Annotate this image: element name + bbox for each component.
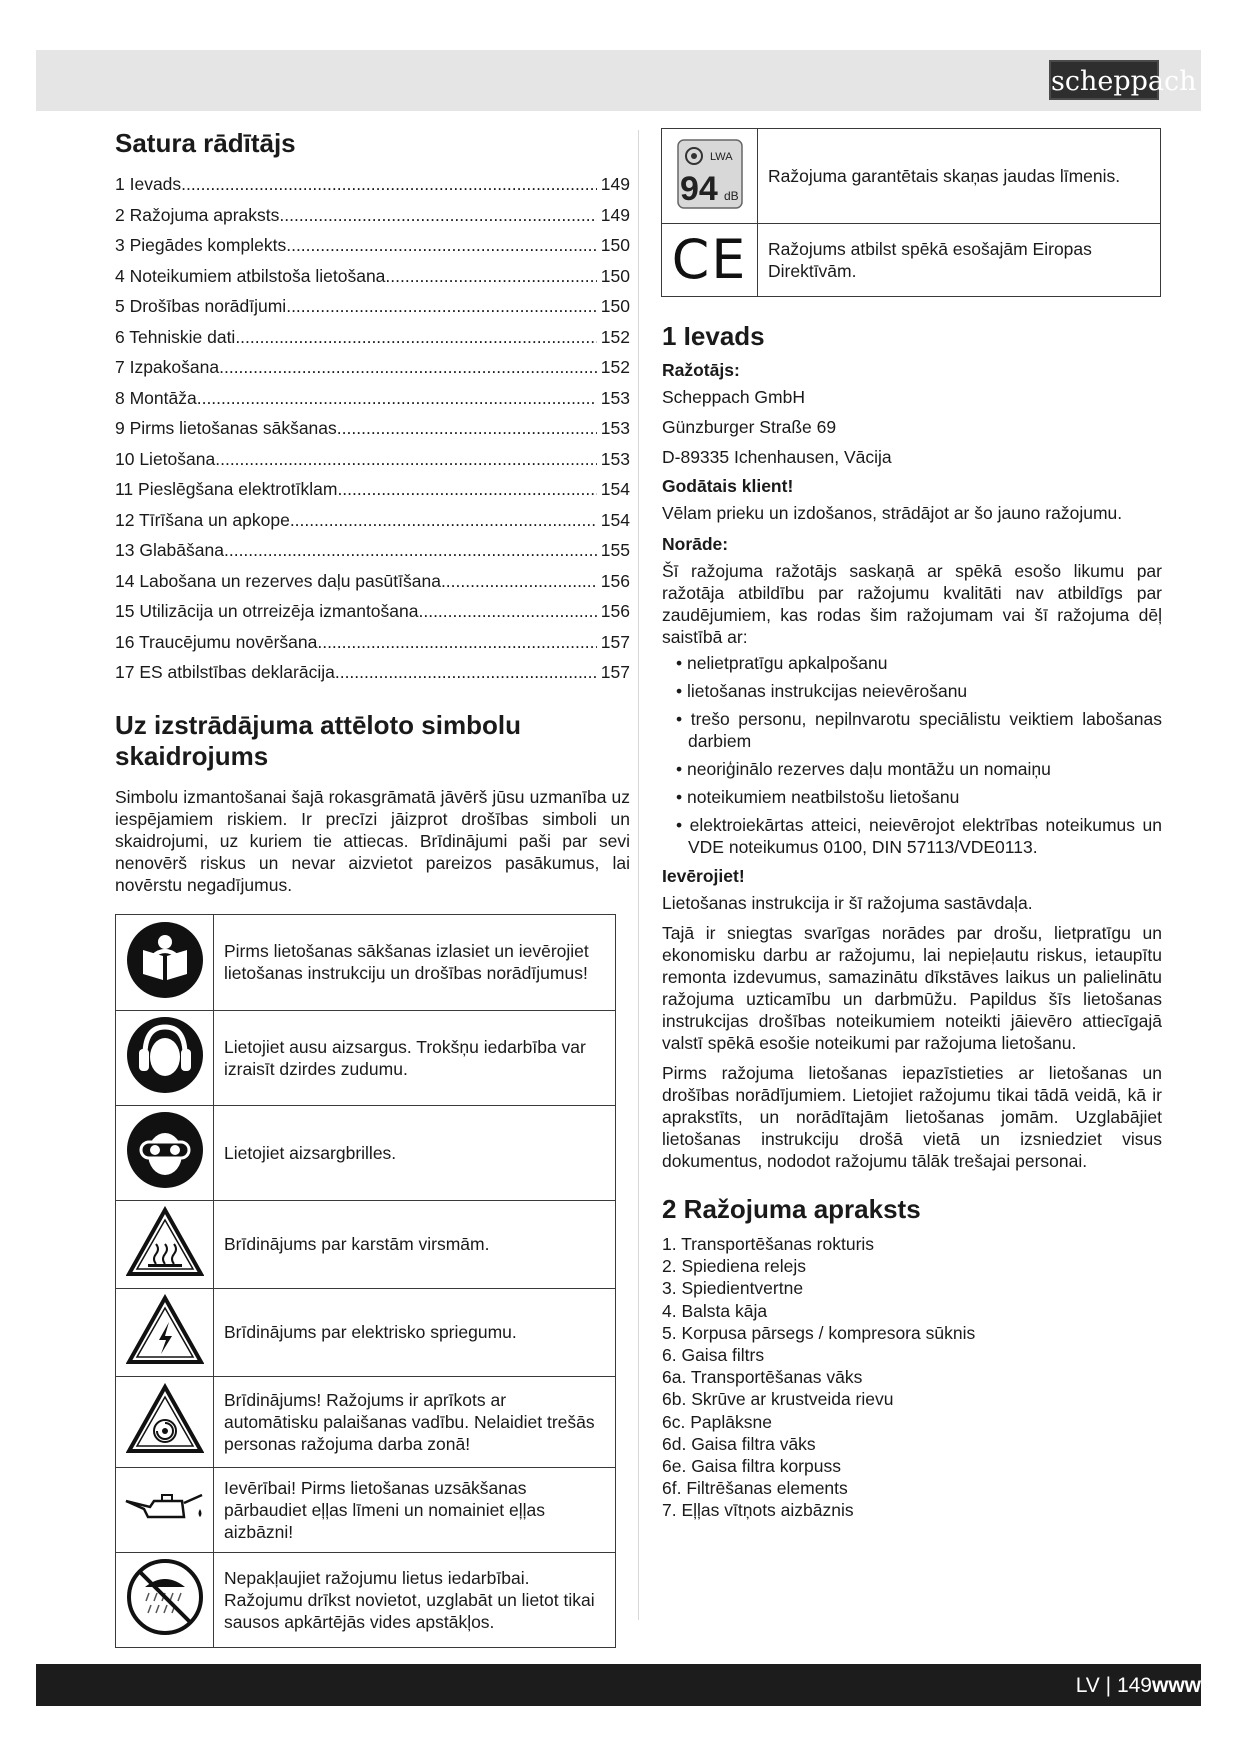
toc-item-title: 1 Ievads [115, 174, 182, 194]
attention-label: Ievērojiet! [662, 866, 745, 886]
manufacturer-line: D-89335 Ichenhausen, Vācija [662, 447, 892, 467]
part-item: 6a. Transportēšanas vāks [662, 1367, 863, 1388]
symbol-row [662, 129, 1161, 224]
toc-item [115, 169, 630, 200]
oil-can-icon [116, 1467, 214, 1552]
symbol-text: Nepakļaujiet ražojumu lietus iedarbībai. Ražojumu drīkst novietot, uzglabāt un lietot tikai sausos apkārtējās vides apstākļos. [214, 1552, 616, 1647]
toc-item-title: 12 Tīrīšana un apkope [115, 509, 290, 530]
toc-item [115, 230, 630, 261]
part-item: 6. Gaisa filtrs [662, 1345, 765, 1366]
toc-item-page: 150 [600, 265, 630, 286]
symbol-text: Brīdinājums par elektrisko spriegumu. [214, 1288, 616, 1376]
toc-item [115, 322, 630, 353]
toc-item-title: 13 Glabāšana [115, 540, 224, 560]
toc-item-title: 10 Lietošana [115, 448, 216, 469]
toc-item-page: 150 [600, 235, 630, 255]
symbol-row [116, 1010, 616, 1105]
symbol-text: Brīdinājums! Ražojums ir aprīkots ar automātisku palaišanas vadību. Nelaidiet trešās personas ražojuma darba zonā! [214, 1376, 616, 1467]
toc-leader [286, 230, 597, 261]
toc-item [115, 261, 630, 292]
symbol-text: Ražojums atbilst spēkā esošajām Eiropas Direktīvām. [758, 224, 1161, 297]
description-title: 2 Ražojuma apraksts [662, 1194, 921, 1224]
toc-item-page: 152 [600, 357, 630, 377]
symbol-text: Brīdinājums par karstām virsmām. [214, 1200, 616, 1288]
toc-item [115, 291, 630, 322]
toc-item-title: 9 Pirms lietošanas sākšanas [115, 418, 337, 438]
intro-paragraph: Lietošanas instrukcija ir šī ražojuma sastāvdaļa. [662, 893, 1033, 913]
toc-leader [337, 413, 597, 444]
toc-item-page: 153 [600, 387, 630, 408]
right-column [662, 128, 1162, 1522]
part-item: 6d. Gaisa filtra vāks [662, 1433, 816, 1454]
toc-leader [215, 444, 597, 475]
toc-item-title: 4 Noteikumiem atbilstoša lietošana [115, 265, 386, 286]
toc-item-page: 149 [600, 174, 630, 194]
part-item: 3. Spiedientvertne [662, 1278, 804, 1299]
left-column [115, 128, 630, 1648]
toc-leader [197, 383, 597, 414]
toc-item-title: 3 Piegādes komplekts [115, 235, 287, 255]
toc-item-title: 17 ES atbilstības deklarācija [115, 662, 335, 682]
toc-item-page: 156 [600, 601, 630, 621]
toc-item-page: 149 [600, 204, 630, 225]
toc-item [115, 200, 630, 231]
symbol-text: Pirms lietošanas sākšanas izlasiet un ievērojiet lietošanas instrukciju un drošības norādījumus! [214, 914, 616, 1010]
auto-start-warning-icon [116, 1376, 214, 1467]
toc-item-page: 150 [600, 296, 630, 316]
ce-mark: CE [671, 228, 748, 291]
symbol-row [116, 1376, 616, 1467]
page-header [36, 50, 1201, 111]
toc-leader [181, 169, 597, 200]
manufacturer-line: Scheppach GmbH [662, 387, 805, 407]
toc-leader [441, 566, 597, 597]
part-item: 2. Spiediena relejs [662, 1256, 806, 1277]
toc-item [115, 474, 630, 505]
symbol-row [116, 914, 616, 1010]
toc-leader [385, 261, 596, 292]
toc-item-page: 155 [600, 540, 630, 560]
note-label: Norāde: [662, 534, 729, 554]
toc-item-title: 5 Drošības norādījumi [115, 296, 287, 316]
dear-customer-label: Godātais klient! [662, 476, 794, 496]
symbol-row [116, 1552, 616, 1647]
toc-item-title: 7 Izpakošana [115, 357, 220, 377]
toc-item-title: 15 Utilizācija un otrreizēja izmantošana [115, 601, 419, 621]
symbols-title: Uz izstrādājuma attēloto simbolu skaidrojums [115, 709, 521, 771]
hot-surface-warning-icon [116, 1200, 214, 1288]
toc-item-title: 14 Labošana un rezerves daļu pasūtīšana [115, 570, 441, 591]
part-item: 4. Balsta kāja [662, 1300, 768, 1321]
toc-leader [335, 657, 597, 688]
toc-item [115, 627, 630, 658]
part-item: 6c. Paplāksne [662, 1411, 772, 1432]
part-item: 6f. Filtrēšanas elements [662, 1478, 848, 1499]
symbol-row [116, 1288, 616, 1376]
toc-title: Satura rādītājs [115, 128, 296, 158]
toc-leader [337, 474, 596, 505]
sound-power-icon [662, 129, 758, 224]
toc-item-page: 157 [600, 631, 630, 652]
toc-item [115, 596, 630, 627]
toc-item-page: 156 [600, 570, 630, 591]
toc-leader [219, 352, 597, 383]
toc-item [115, 657, 630, 688]
symbol-text: Lietojiet aizsargbrilles. [214, 1105, 616, 1200]
toc-item-title: 16 Traucējumu novēršana [115, 631, 318, 652]
toc-item-title: 8 Montāža [115, 387, 197, 408]
product-symbols-table [661, 128, 1161, 297]
list-item: • noteikumiem neatbilstošu lietošanu [676, 786, 1162, 808]
part-item: 1. Transportēšanas rokturis [662, 1234, 875, 1254]
toc-item-page: 153 [600, 448, 630, 469]
liability-list [662, 652, 1162, 858]
toc-item [115, 566, 630, 597]
symbol-row [662, 224, 1161, 297]
toc-item [115, 413, 630, 444]
read-manual-icon [116, 914, 214, 1010]
symbols-table [115, 914, 616, 1648]
toc-item-page: 157 [600, 662, 630, 682]
electric-voltage-warning-icon [116, 1288, 214, 1376]
toc-item-page: 154 [600, 479, 630, 499]
intro-title: 1 Ievads [662, 321, 765, 351]
safety-goggles-icon [116, 1105, 214, 1200]
part-item: 6e. Gaisa filtra korpuss [662, 1456, 841, 1477]
intro-paragraph: Tajā ir sniegtas svarīgas norādes par drošu, lietpratīgu un ekonomisku darbu ar ražojumu, lai nepieļautu riskus, ietaupītu remonta izdevumus, samazinātu dīkstāves laikus un palielinātu ražojuma uzticamību un darbmūžu. Papildus šīs lietošanas instrukcijas drošības noteikumiem noteikti jāievēro attiecīgajā valstī spēkā esošie noteikumi par ražojuma lietošanu. [662, 923, 1162, 1053]
toc-item-title: 11 Pieslēgšana elektrotīklam [115, 479, 338, 499]
parts-list [662, 1233, 1162, 1522]
no-rain-icon [116, 1552, 214, 1647]
scheppach-logo: scheppach [1049, 60, 1159, 100]
toc-leader [224, 535, 597, 566]
toc-list [115, 169, 630, 688]
list-item: • neoriģinālo rezerves daļu montāžu un nomaiņu [676, 758, 1162, 780]
page-footer [36, 1664, 1201, 1706]
part-item: 6b. Skrūve ar krustveida rievu [662, 1389, 894, 1410]
list-item: • trešo personu, nepilnvarotu speciālistu veiktiem labošanas darbiem [676, 708, 1162, 752]
ear-protection-icon [116, 1010, 214, 1105]
footer-page-label: LV | 149www [1075, 1674, 1201, 1697]
intro-paragraph: Pirms ražojuma lietošanas iepazīstieties ar lietošanas un drošības norādījumiem. Lietojiet ražojumu tikai tādā veidā, kā ir aprakstīts, un norādītajām lietošanas jomām. Uzglabājiet lietošanas instrukciju drošā vietā un izsniedziet visus dokumentus, nododot ražojumu tālāk trešajai personai. [662, 1063, 1162, 1171]
toc-item-page: 153 [600, 418, 630, 438]
symbol-text: Ražojuma garantētais skaņas jaudas līmenis. [758, 129, 1161, 224]
symbol-row [116, 1467, 616, 1552]
toc-leader [235, 322, 596, 353]
toc-leader [279, 200, 596, 231]
toc-item-title: 2 Ražojuma apraksts [115, 204, 280, 225]
sound-value: 94 [679, 169, 718, 208]
toc-item-title: 6 Tehniskie dati [115, 326, 236, 347]
toc-item-page: 154 [600, 509, 630, 530]
dear-customer-text: Vēlam prieku un izdošanos, strādājot ar šo jauno ražojumu. [662, 503, 1123, 523]
symbol-text: Lietojiet ausu aizsargus. Trokšņu iedarbība var izraisīt dzirdes zudumu. [214, 1010, 616, 1105]
note-text: Šī ražojuma ražotājs saskaņā ar spēkā esošo likumu par ražotāja atbildību par ražojumu kvalitāti nav atbildīgs par zaudējumiem, kas rodas šim ražojumam vai šī ražojuma dēļ saistībā ar: [662, 561, 1162, 647]
toc-leader [317, 627, 596, 658]
manufacturer-label: Ražotājs: [662, 360, 740, 380]
part-item: 7. Eļļas vītņots aizbāznis [662, 1500, 854, 1521]
toc-leader [290, 505, 597, 536]
part-item: 5. Korpusa pārsegs / kompresora sūknis [662, 1322, 976, 1343]
sound-unit: dB [723, 188, 739, 203]
toc-leader [286, 291, 597, 322]
list-item: • lietošanas instrukcijas neievērošanu [676, 680, 1162, 702]
list-item: • nelietpratīgu apkalpošanu [676, 652, 1162, 674]
manufacturer-line: Günzburger Straße 69 [662, 417, 837, 437]
toc-item [115, 535, 630, 566]
column-divider [638, 130, 639, 1620]
toc-item-page: 152 [600, 326, 630, 347]
list-item: • elektroiekārtas atteici, neievērojot elektrības noteikumus un VDE noteikumus 0100, DIN 57113/VDE0113. [676, 814, 1162, 858]
toc-item [115, 444, 630, 475]
ce-mark-icon [662, 224, 758, 297]
symbol-text: Ievērībai! Pirms lietošanas uzsākšanas pārbaudiet eļļas līmeni un nomainiet eļļas aizbāzni! [214, 1467, 616, 1552]
toc-leader [418, 596, 596, 627]
symbol-row [116, 1200, 616, 1288]
lwa-label: LWA [709, 150, 733, 163]
symbols-intro: Simbolu izmantošanai šajā rokasgrāmatā jāvērš jūsu uzmanība uz iespējamiem riskiem. Ir precīzi jāizprot drošības simboli un skaidrojumi, uz kuriem tie attiecas. Brīdinājumi paši par sevi nenovērš riskus un nevar aizvietot pareizos pasākumus, lai novērstu negadījumus. [115, 786, 630, 895]
toc-item [115, 383, 630, 414]
symbol-row [116, 1105, 616, 1200]
toc-item [115, 505, 630, 536]
toc-item [115, 352, 630, 383]
